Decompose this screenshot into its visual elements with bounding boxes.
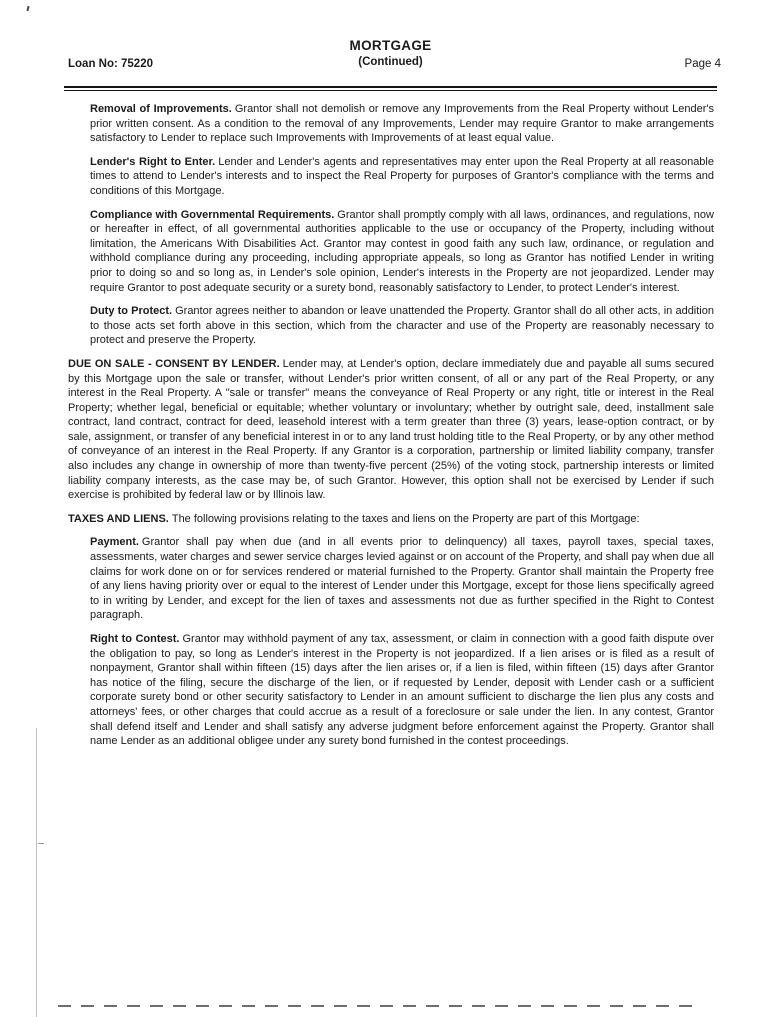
paragraph-compliance-governmental-requirements [90, 208, 714, 296]
paragraph-duty-to-protect [90, 304, 714, 348]
paragraph-text: Grantor shall not demolish or remove any Improvements from the Real Property without Lender's prior written consent. As a condition to the removal of any Improvements, Lender may require Grantor to make arrangements satisfactory to Lender to replace such Improvements with Improvements of at least equal value. [90, 103, 714, 145]
paragraph-taxes-and-liens [68, 512, 714, 527]
paragraph-text: Grantor agrees neither to abandon or leave unattended the Property. Grantor shall do all other acts, in addition to those acts set forth above in this section, which from the character and use of the Property are reasonably necessary to protect and preserve the Property. [90, 305, 714, 347]
paragraph-lead: Compliance with Governmental Requirements. [90, 208, 335, 221]
paragraph-lead: Lender's Right to Enter. [90, 155, 216, 168]
paragraph-text: Grantor shall promptly comply with all laws, ordinances, and regulations, now or hereafter in effect, of all governmental authorities applicable to the use or occupancy of the Property, including without limitation, the Americans With Disabilities Act. Grantor may contest in good faith any such law, ordinance, or regulation and withhold compliance during any proceeding, including appropriate appeals, so long as Grantor has notified Lender in writing prior to doing so and so long as, in Lender's sole opinion, Lender's interests in the Property are not jeopardized. Lender may require Grantor to post adequate security or a surety bond, reasonably satisfactory to Lender, to protect Lender's interest. [90, 208, 714, 294]
scan-artifact-dashed-line [58, 1005, 694, 1007]
paragraph-text: Grantor may withhold payment of any tax, assessment, or claim in connection with a good faith dispute over the obligation to pay, so long as Lender's interest in the Property is not jeopardized. If a lien arises or is filed as a result of nonpayment, Grantor shall within fifteen (15) days after the lien arises or, if a lien is filed, within fifteen (15) days after Grantor has notice of the filing, secure the discharge of the lien, or if requested by Lender, deposit with Lender cash or a sufficient corporate surety bond or other security satisfactory to Lender in an amount sufficient to discharge the lien plus any costs and attorneys' fees, or other charges that could accrue as a result of a foreclosure or sale under the lien. In any contest, Grantor shall defend itself and Lender and shall satisfy any adverse judgment before enforcement against the Property. Grantor shall name Lender as an additional obligee under any surety bond furnished in the contest proceedings. [90, 633, 714, 748]
document-body [68, 102, 714, 758]
paragraph-lenders-right-to-enter [90, 155, 714, 199]
paragraph-text: The following provisions relating to the taxes and liens on the Property are part of this Mortgage: [171, 512, 640, 525]
paragraph-lead: Right to Contest. [90, 633, 180, 645]
loan-number: Loan No: 75220 [68, 58, 153, 70]
paragraph-right-to-contest [90, 632, 714, 749]
paragraph-text: Grantor shall pay when due (and in all events prior to delinquency) all taxes, payroll taxes, special taxes, assessments, water charges and sewer service charges levied against or on account of the Property, and shall pay when due all claims for work done on or for services rendered or material furnished to the Property. Grantor shall maintain the Property free of any liens having priority over or equal to the interest of Lender under this Mortgage, except for those liens specifically agreed to in writing by Lender, and except for the lien of taxes and assessments not due as further specified in the Right to Contest paragraph. [90, 536, 714, 622]
header-divider [64, 86, 717, 91]
document-subtitle: (Continued) [358, 56, 423, 68]
paragraph-lead: Payment. [90, 536, 139, 549]
paragraph-text: Lender may, at Lender's option, declare immediately due and payable all sums secured by this Mortgage upon the sale or transfer, without Lender's prior written consent, of all or any part of the Real Property, or any interest in the Real Property. A "sale or transfer" means the conveyance of Real Property or any right, title or interest in the Real Property; whether legal, beneficial or equitable; whether voluntary or involuntary; whether by outright sale, deed, installment sale contract, land contract, contract for deed, leasehold interest with a term greater than three (3) years, lease-option contract, or by sale, assignment, or transfer of any beneficial interest in or to any land trust holding title to the Real Property, or by any other method of conveyance of an interest in the Real Property. If any Grantor is a corporation, partnership or limited liability company, transfer also includes any change in ownership of more than twenty-five percent (25%) of the voting stock, partnership interests or limited liability company interests, as the case may be, of such Grantor. However, this option shall not be exercised by Lender if such exercise is prohibited by federal law or by Illinois law. [68, 357, 714, 502]
paragraph-lead: Duty to Protect. [90, 305, 173, 318]
document-title: MORTGAGE [349, 38, 432, 53]
scan-artifact-tick [26, 6, 29, 11]
paragraph-payment [90, 535, 714, 623]
page-number: Page 4 [684, 58, 721, 70]
paragraph-removal-of-improvements [90, 102, 714, 146]
paragraph-lead: TAXES AND LIENS. [68, 512, 169, 525]
paragraph-due-on-sale [68, 357, 714, 503]
paragraph-lead: Removal of Improvements. [90, 103, 232, 115]
scan-artifact-dash [38, 843, 44, 844]
paragraph-lead: DUE ON SALE - CONSENT BY LENDER. [68, 357, 280, 370]
scan-artifact-vertical-line [36, 728, 37, 1017]
paragraph-text: Lender and Lender's agents and representatives may enter upon the Real Property at all reasonable times to attend to Lender's interests and to inspect the Real Property for purposes of Grantor's compliance with the terms and conditions of this Mortgage. [90, 155, 714, 197]
